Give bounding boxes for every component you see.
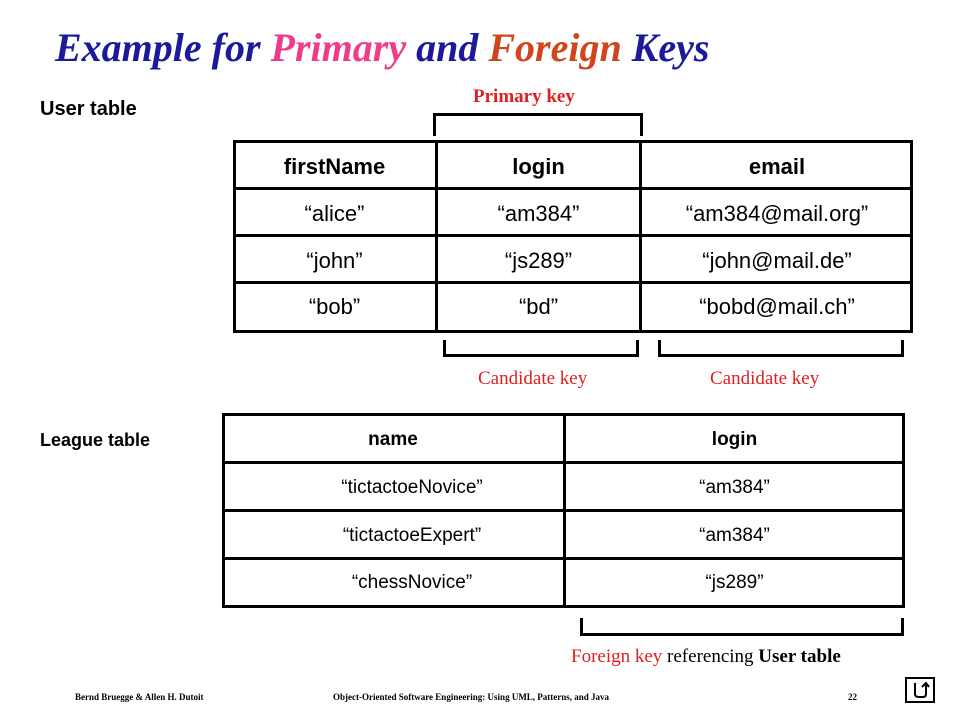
foreign-key-text: Foreign key [571,646,663,667]
referencing-text: referencing [662,646,759,667]
league-table-label: League table [40,430,151,450]
title-part1: Example for [55,25,271,70]
table-border-left [233,140,236,330]
cell-login: “bd” [518,294,559,319]
cell-login: “js289” [504,247,573,273]
cell-firstname: “alice” [304,200,365,226]
candidate-key-bracket-login [443,340,639,357]
cell-email: “am384@mail.org” [685,200,869,226]
return-button[interactable] [905,677,935,703]
user-table-label: User table [40,98,137,120]
cell-email: “bobd@mail.ch” [699,294,855,319]
cell-login: “am384” [699,525,770,546]
header-login: login [711,429,758,450]
column-divider [435,140,438,330]
header-firstname: firstName [283,153,386,179]
cell-email: “john@mail.de” [702,247,852,273]
cell-firstname: “john” [306,247,363,273]
league-table [222,413,905,605]
primary-key-bracket [433,113,643,136]
table-border-right [902,413,905,605]
footer-authors: Bernd Bruegge & Allen H. Dutoit [75,692,204,702]
title-foreign-word: Foreign [488,25,622,70]
candidate-key-bracket-email [658,340,904,357]
footer-book-title: Object-Oriented Software Engineering: Using UML, Patterns, and Java [333,692,610,702]
candidate-key-label-email: Candidate key [710,368,820,389]
foreign-key-bracket [580,618,904,636]
title-part3: Keys [621,25,710,70]
cell-name: “tictactoeNovice” [341,477,483,498]
return-arrow-icon [910,681,930,699]
cell-name: “tictactoeExpert” [342,525,482,546]
cell-name: “chessNovice” [351,571,473,593]
table-row [233,234,913,284]
footer-page-number: 22 [848,692,857,702]
table-border-right [910,140,913,330]
slide-title [55,25,710,70]
primary-key-label: Primary key [473,86,575,107]
column-divider [563,413,566,605]
title-primary-word: Primary [270,25,407,70]
table-row [233,281,913,333]
cell-login: “am384” [497,200,580,226]
cell-login: “am384” [699,477,770,498]
cell-firstname: “bob” [308,294,361,319]
title-part2: and [406,25,489,70]
user-table-header-row [233,140,913,190]
user-table [233,140,913,330]
foreign-key-label [571,646,841,668]
header-login: login [512,153,565,179]
table-row [233,187,913,237]
candidate-key-label-login: Candidate key [478,368,588,389]
header-email: email [748,153,806,179]
referenced-table-text: User table [758,646,841,667]
cell-login: “js289” [705,571,764,593]
column-divider [639,140,642,330]
header-name: name [368,429,418,450]
table-border-left [222,413,225,605]
